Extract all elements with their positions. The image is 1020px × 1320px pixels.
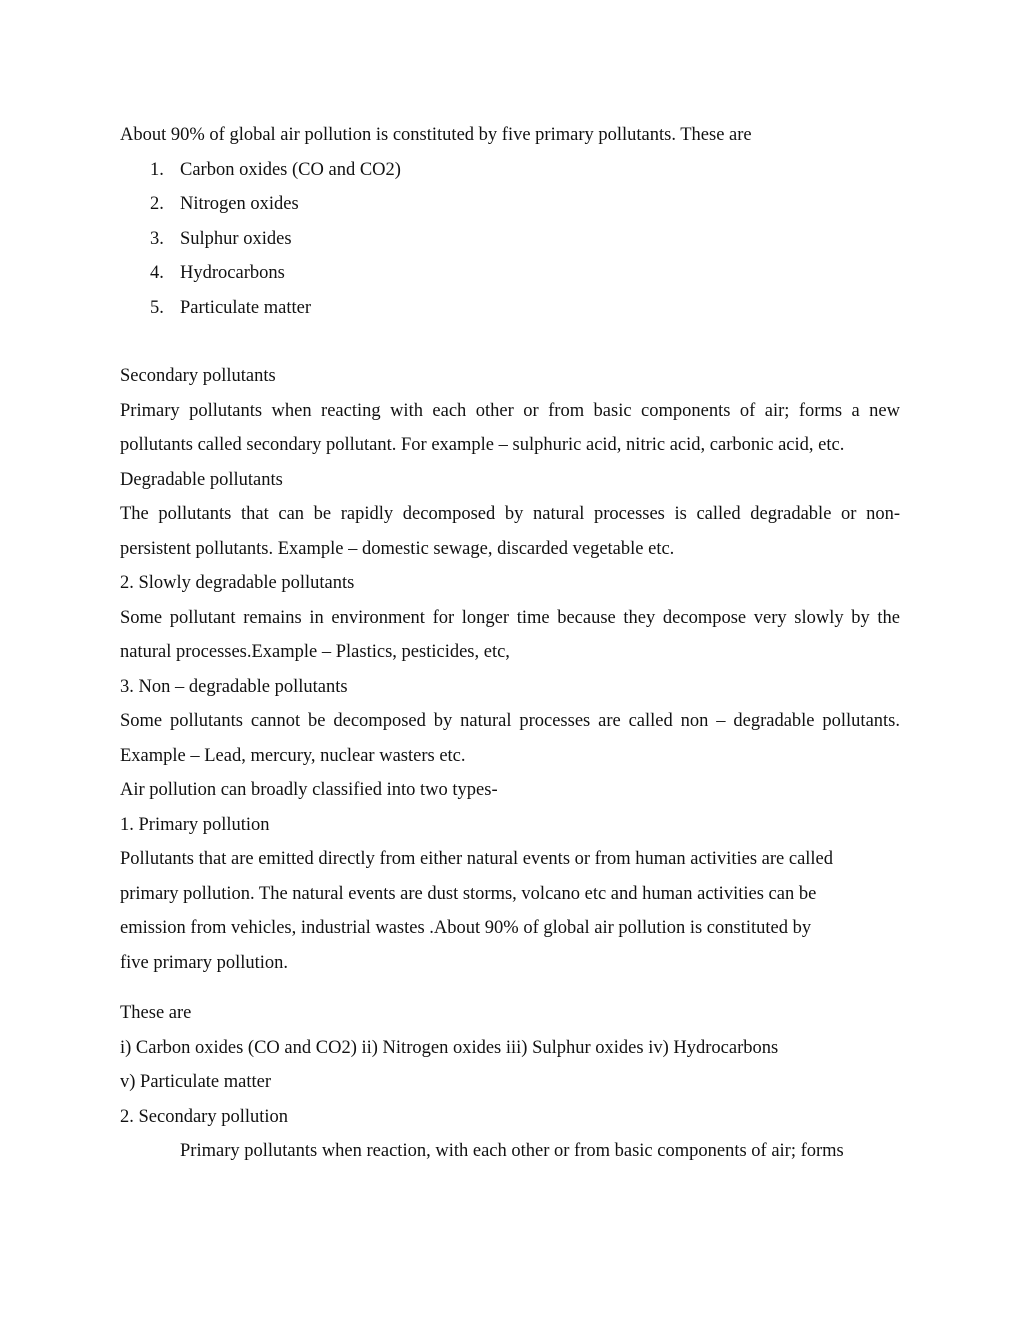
list-text: Particulate matter xyxy=(180,297,311,318)
primary-pollution-heading: 1. Primary pollution xyxy=(120,814,270,835)
inline-pollutant-list-continued: v) Particulate matter xyxy=(120,1072,272,1092)
primary-pollutants-list xyxy=(120,153,900,326)
list-number: 3. xyxy=(150,228,164,249)
non-degradable-body: Some pollutants cannot be decomposed by natural processes are called non – degradable pollutants. Example – Lead, mercury, nuclear wasters etc. xyxy=(120,711,900,766)
secondary-pollutants-body: Primary pollutants when reacting with each other or from basic components of air; forms a new pollutants called secondary pollutant. For example – sulphuric acid, nitric acid, carbonic acid, etc. xyxy=(120,400,900,455)
non-degradable-heading: 3. Non – degradable pollutants xyxy=(120,676,348,697)
list-item xyxy=(120,153,900,188)
secondary-pollution-heading: 2. Secondary pollution xyxy=(120,1106,289,1127)
secondary-pollutants-heading: Secondary pollutants xyxy=(120,366,276,386)
list-text: Sulphur oxides xyxy=(180,228,292,249)
list-number: 4. xyxy=(150,263,164,283)
list-item xyxy=(120,291,900,326)
degradable-pollutants-heading: Degradable pollutants xyxy=(120,469,283,490)
list-text: Carbon oxides (CO and CO2) xyxy=(180,159,401,180)
spacer xyxy=(120,980,900,996)
list-text: Nitrogen oxides xyxy=(180,194,299,214)
primary-pollution-line: five primary pollution. xyxy=(120,952,289,973)
intro-paragraph: About 90% of global air pollution is constituted by five primary pollutants. These are xyxy=(120,125,752,145)
document-page xyxy=(120,118,900,1169)
list-number: 1. xyxy=(150,159,164,180)
spacer xyxy=(120,325,900,359)
inline-pollutant-list: i) Carbon oxides (CO and CO2) ii) Nitrogen oxides iii) Sulphur oxides iv) Hydrocarbons xyxy=(120,1037,779,1058)
primary-pollution-line: emission from vehicles, industrial wastes .About 90% of global air pollution is constituted by xyxy=(120,918,812,938)
list-item xyxy=(120,256,900,291)
slowly-degradable-heading: 2. Slowly degradable pollutants xyxy=(120,573,355,593)
list-text: Hydrocarbons xyxy=(180,263,285,283)
list-number: 5. xyxy=(150,297,164,318)
slowly-degradable-body: Some pollutant remains in environment for longer time because they decompose very slowly by the natural processes.Example – Plastics, pesticides, etc, xyxy=(120,607,900,662)
list-item xyxy=(120,222,900,257)
list-item xyxy=(120,187,900,222)
classification-intro: Air pollution can broadly classified into two types- xyxy=(120,780,498,800)
list-number: 2. xyxy=(150,194,164,214)
secondary-pollution-body: Primary pollutants when reaction, with each other or from basic components of air; forms xyxy=(180,1141,844,1161)
primary-pollution-line: Pollutants that are emitted directly from either natural events or from human activities are called xyxy=(120,849,834,869)
primary-pollution-line: primary pollution. The natural events are dust storms, volcano etc and human activities can be xyxy=(120,883,817,904)
these-are-label: These are xyxy=(120,1003,192,1023)
degradable-pollutants-body: The pollutants that can be rapidly decomposed by natural processes is called degradable or non-persistent pollutants. Example – domestic sewage, discarded vegetable etc. xyxy=(120,504,900,559)
